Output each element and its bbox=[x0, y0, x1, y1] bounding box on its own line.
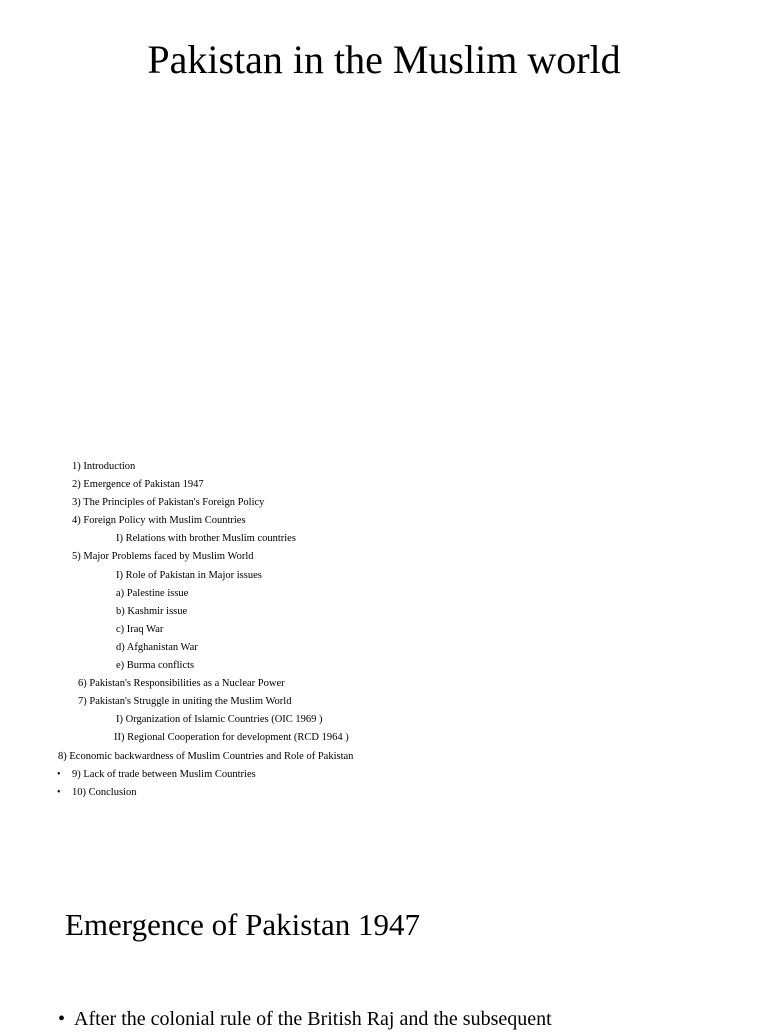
bullet-icon: • bbox=[58, 1008, 66, 1030]
toc-subitem: a) Palestine issue bbox=[116, 587, 189, 599]
toc-item: 7) Pakistan's Struggle in uniting the Muslim World bbox=[78, 696, 292, 708]
body-text-line: After the colonial rule of the British Raj and the subsequent bbox=[74, 1008, 552, 1030]
toc-subitem: I) Relations with brother Muslim countries bbox=[116, 533, 296, 545]
section-heading: Emergence of Pakistan 1947 bbox=[65, 907, 420, 942]
toc-subitem: b) Kashmir issue bbox=[116, 605, 188, 617]
toc-item: 4) Foreign Policy with Muslim Countries bbox=[72, 515, 246, 527]
table-of-contents bbox=[0, 458, 768, 802]
body-paragraph bbox=[58, 1004, 758, 1034]
toc-subitem: II) Regional Cooperation for development (RCD 1964 ) bbox=[114, 732, 349, 744]
toc-bullet-item: • 10) Conclusion bbox=[0, 784, 768, 802]
toc-item: 3) The Principles of Pakistan's Foreign Policy bbox=[72, 497, 265, 509]
toc-item: 2) Emergence of Pakistan 1947 bbox=[72, 479, 204, 491]
toc-item: 5) Major Problems faced by Muslim World bbox=[72, 551, 254, 563]
toc-subitem: d) Afghanistan War bbox=[116, 641, 198, 653]
page-title: Pakistan in the Muslim world bbox=[147, 37, 621, 82]
toc-item: 6) Pakistan's Responsibilities as a Nuclear Power bbox=[78, 678, 285, 690]
toc-item: 8) Economic backwardness of Muslim Countries and Role of Pakistan bbox=[58, 750, 354, 762]
toc-subitem: c) Iraq War bbox=[116, 623, 164, 635]
toc-subitem: I) Organization of Islamic Countries (OIC 1969 ) bbox=[116, 714, 323, 726]
toc-item: 1) Introduction bbox=[72, 461, 136, 472]
toc-bullet-item: • 9) Lack of trade between Muslim Countries bbox=[0, 766, 768, 784]
toc-subitem: I) Role of Pakistan in Major issues bbox=[116, 569, 262, 581]
toc-subitem: e) Burma conflicts bbox=[116, 660, 195, 672]
